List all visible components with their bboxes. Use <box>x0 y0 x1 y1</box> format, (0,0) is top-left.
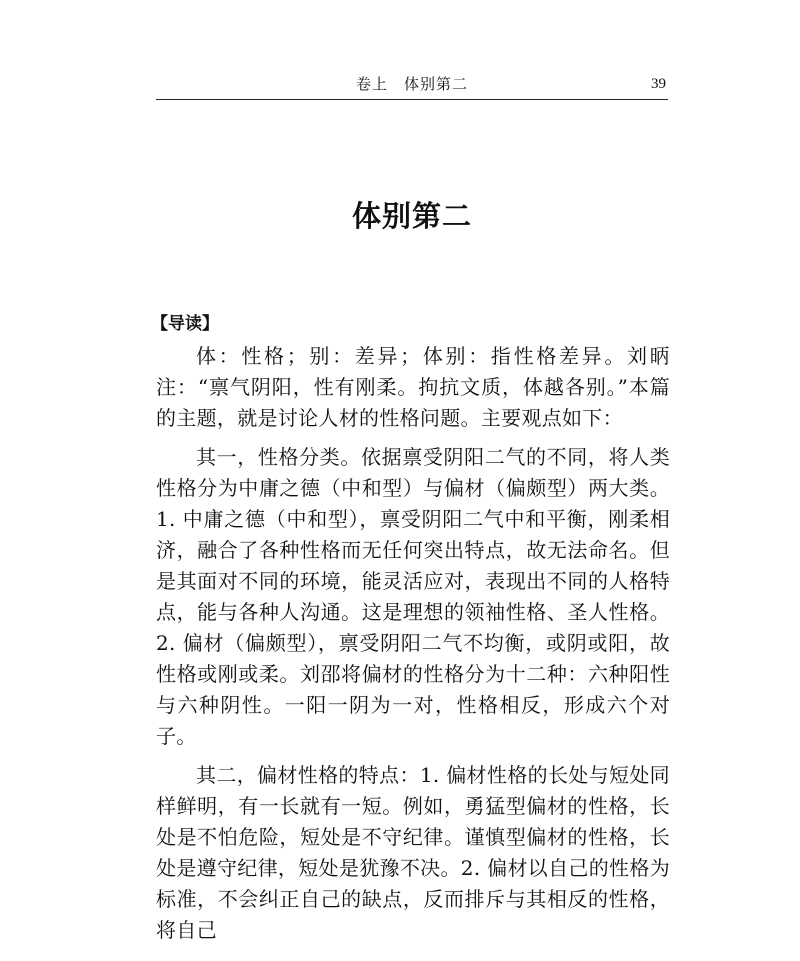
header-rule <box>156 99 668 100</box>
section-label-guide: 【导读】 <box>151 314 219 334</box>
running-title: 卷上 体别第二 <box>355 75 468 93</box>
running-head <box>156 74 668 100</box>
body-text <box>156 341 670 954</box>
page-number: 39 <box>651 76 666 92</box>
paragraph-2: 其一，性格分类。依据禀受阴阳二气的不同，将人类性格分为中庸之德（中和型）与偏材（偏颇型）两大类。1. 中庸之德（中和型），禀受阴阳二气中和平衡，刚柔相济，融合了各种性格而无任何突出特点，故无法命名。但是其面对不同的环境，能灵活应对，表现出不同的人格特点，能与各种人沟通。这是理想的领袖性格、圣人性格。2. 偏材（偏颇型），禀受阴阳二气不均衡，或阴或阳，故性格或刚或柔。刘邵将偏材的性格分为十二种：六种阳性与六种阴性。一阳一阴为一对，性格相反，形成六个对子。 <box>156 445 670 748</box>
chapter-title: 体别第二 <box>351 199 472 233</box>
paragraph-1: 体：性格；别：差异；体别：指性格差异。刘昞注：“禀气阴阳，性有刚柔。拘抗文质，体越各别。”本篇的主题，就是讨论人材的性格问题。主要观点如下： <box>156 344 670 430</box>
paragraph-3: 其二，偏材性格的特点：1. 偏材性格的长处与短处同样鲜明，有一长就有一短。例如，勇猛型偏材的性格，长处是不怕危险，短处是不守纪律。谨慎型偏材的性格，长处是遵守纪律，短处是犹豫不决。2. 偏材以自己的性格为标准，不会纠正自己的缺点，反而排斥与其相反的性格，将自己 <box>156 763 670 942</box>
